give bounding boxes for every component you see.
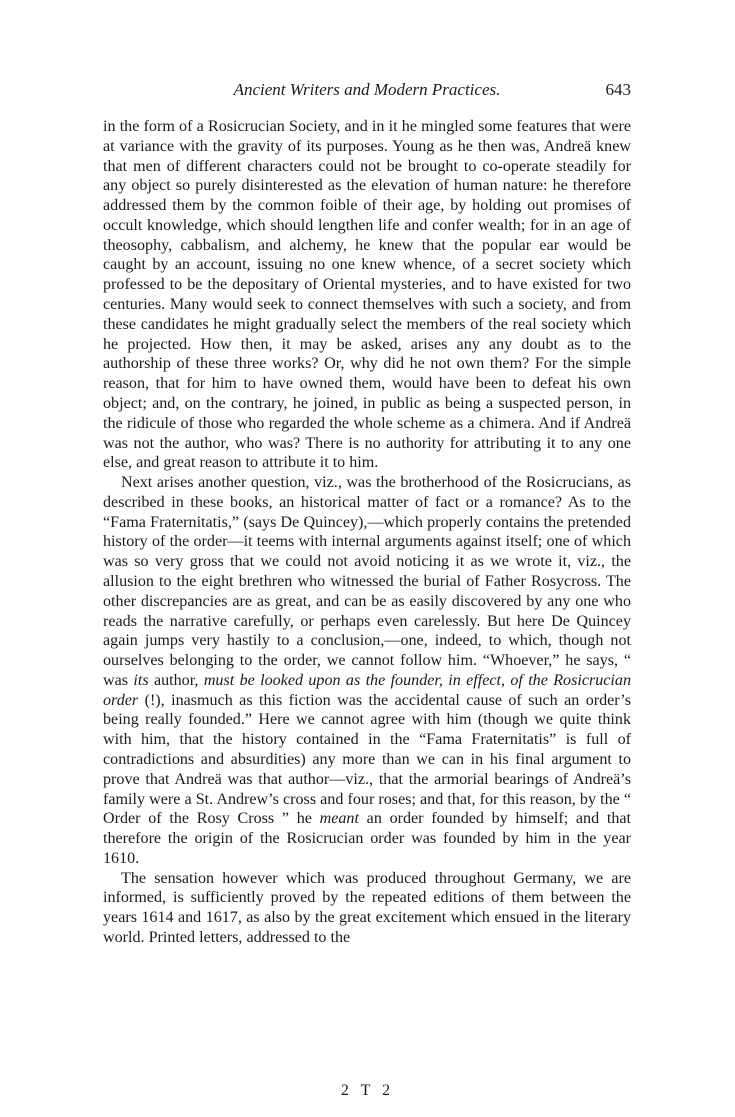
paragraph-2 [103,473,631,869]
text-run: in the form of a Rosicrucian Society, and in it he mingled some features that were at variance with the gravity of its purposes. Young as he then was, Andreä knew that men of different characters could not be brought to co-operate steadily for any object so purely disinterested as the elevation of human nature: he therefore addressed them by the common foible of their age, by holding out promises of occult knowledge, which should lengthen life and confer wealth; for in an age of theosophy, cabbalism, and alchemy, he knew that the popular ear would be caught by an account, issuing no one knew whence, of a secret society which professed to be the depositary of Oriental mysteries, and to have existed for two centuries. Many would seek to connect themselves with such a society, and from these candidates he might gradually select the members of the real society which he projected. How then, it may be asked, arises any any doubt as to the authorship of these three works? Or, why did he not own them? For the simple reason, that for him to have owned them, would have been to defeat his own object; and, on the contrary, he joined, in public as being a suspected person, in the ridicule of those who regarded the whole scheme as a chimera. And if Andreä was not the author, who was? There is no authority for attributing it to any one else, and great reason to attribute it to him. [103,118,631,472]
text-run: (!), inasmuch as this fiction was the accidental cause of such an order’s being really founded.” Here we cannot agree with him (though we quite think with him, that the history contained in the “Fama Fraternitatis” is full of contradictions and absurdities) any more than we can in his final argument to prove that Andreä was that author—viz., that the armorial bearings of Andreä’s family were a St. Andrew’s cross and four roses; and that, for this reason, by the “ Order of the Rosy Cross ” he [103,691,631,828]
paragraph-1 [103,117,631,473]
emphasis-quote: must be looked upon as the founder, in effect, of the Rosicrucian order [103,671,631,709]
body-text [103,117,631,948]
emphasis-its: its [133,671,149,689]
running-header [103,80,631,106]
paragraph-3 [103,869,631,948]
text-run: author, [148,671,204,689]
text-run: an order founded by himself; and that therefore the origin of the Rosicrucian order was founded by him in the year 1610. [103,810,631,867]
page-number: 643 [605,80,631,99]
signature-mark: 2 T 2 [340,1082,395,1099]
running-title: Ancient Writers and Modern Practices. [233,80,501,99]
emphasis-meant: meant [319,810,359,828]
text-run: The sensation however which was produced throughout Germany, we are informed, is sufficiently proved by the repeated editions of them between the years 1614 and 1617, as also by the great excitement which ensued in the literary world. Printed letters, addressed to the [103,869,631,947]
text-run: Next arises another question, viz., was the brotherhood of the Rosicrucians, as described in these books, an historical matter of fact or a romance? As to the “Fama Fraternitatis,” (says De Quincey),—which properly contains the pretended history of the order—it teems with internal arguments against itself; one of which was so very gross that we could not avoid noticing it as we wrote it, viz., the allusion to the eight brethren who witnessed the burial of Father Rosycross. The other discrepancies are as great, and can be as easily discovered by any one who reads the narrative carefully, or perhaps even carelessly. But here De Quincey again jumps very hastily to a conclusion,—one, indeed, to which, though not ourselves belonging to the order, we cannot follow him. “Whoever,” he says, “ was [103,474,631,689]
